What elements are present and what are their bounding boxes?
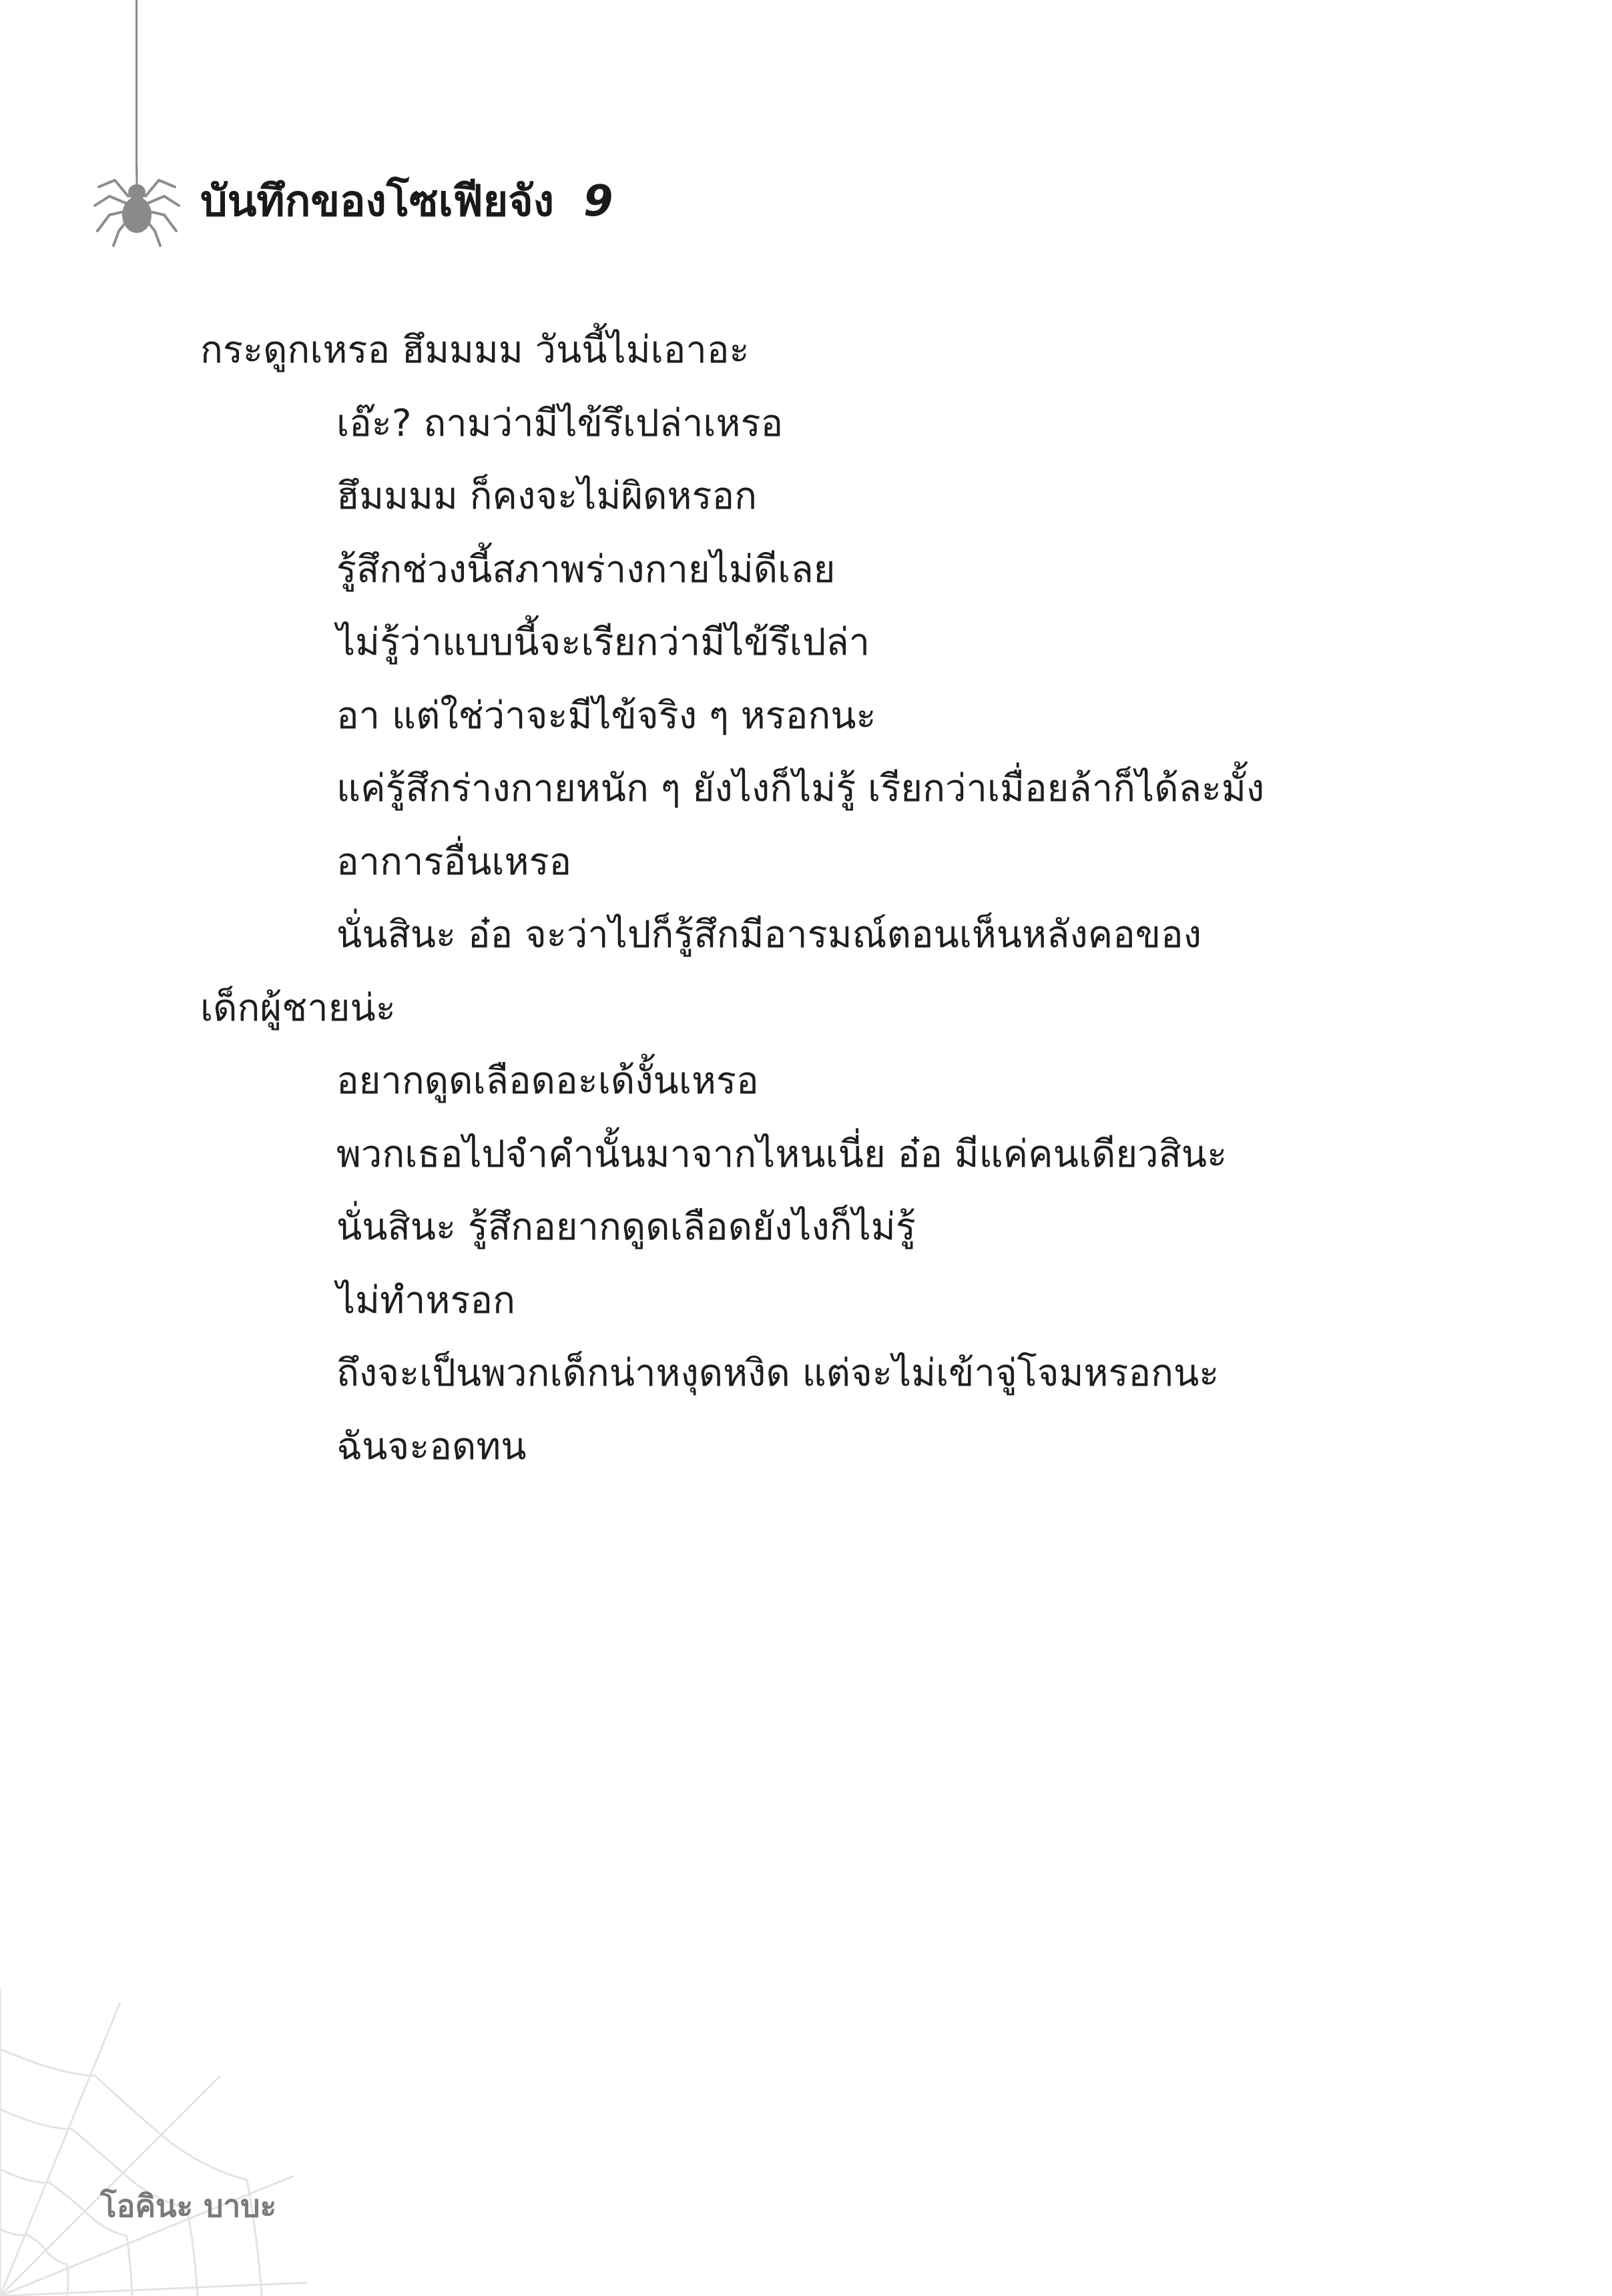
paragraph-line: ไม่รู้ว่าแบบนี้จะเรียกว่ามีไข้รึเปล่า [336,621,870,664]
paragraph-line: ไม่ทำหรอก [336,1278,515,1322]
paragraph-line: อา แต่ใช่ว่าจะมีไข้จริง ๆ หรอกนะ [336,693,876,738]
spider-icon [93,167,180,247]
footer-author: โอคินะ บาบะ [100,2188,277,2224]
spider-web-decoration [0,1989,307,2296]
paragraph-line: พวกเธอไปจำคำนั้นมาจากไหนเนี่ย อ๋อ มีแค่คนเดียวสินะ [336,1132,1228,1176]
paragraph-line: อยากดูดเลือดอะเด้งั้นเหรอ [336,1059,759,1103]
paragraph-line: กระดูกเหรอ ฮึมมมม วันนี้ไม่เอาอะ [200,328,750,372]
paragraph-line: ถึงจะเป็นพวกเด็กน่าหงุดหงิด แต่จะไม่เข้าจู่โจมหรอกนะ [336,1352,1220,1395]
spider-thread [136,0,138,175]
chapter-number: 9 [583,177,613,226]
paragraph-line: รู้สึกช่วงนี้สภาพร่างกายไม่ดีเลย [336,547,836,591]
paragraph-line: แค่รู้สึกร่างกายหนัก ๆ ยังไงก็ไม่รู้ เรียกว่าเมื่อยล้าก็ได้ละมั้ง [336,767,1265,810]
diary-body [200,314,1415,1483]
paragraph-line: นั่นสินะ รู้สึกอยากดูดเลือดยังไงก็ไม่รู้ [336,1205,916,1249]
paragraph-line: ฮึมมมม ก็คงจะไม่ผิดหรอก [336,475,758,518]
paragraph-line: นั่นสินะ อ๋อ จะว่าไปก็รู้สึกมีอารมณ์ตอนเห็นหลังคอของ [336,913,1202,956]
paragraph-line: เอ๊ะ? ถามว่ามีไข้รึเปล่าเหรอ [336,401,784,445]
paragraph-line: เด็กผู้ชายน่ะ [200,986,396,1030]
chapter-title-text: บันทึกของโซเฟียจัง [200,177,554,226]
paragraph-line: ฉันจะอดทน [336,1424,527,1468]
chapter-title [200,168,613,235]
paragraph-line: อาการอื่นเหรอ [336,840,572,884]
